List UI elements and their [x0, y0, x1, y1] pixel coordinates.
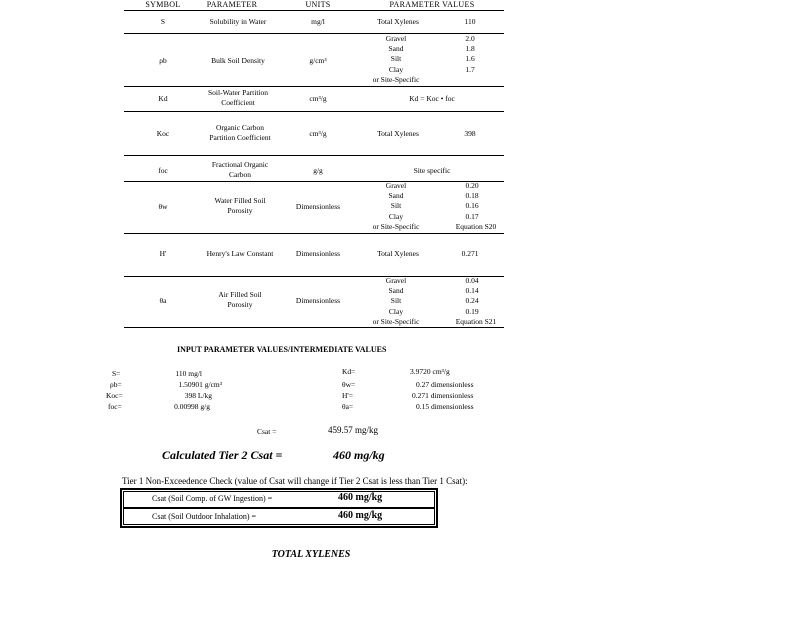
- check-text: Tier 1 Non-Exceedence Check (value of Csat will change if Tier 2 Csat is less than Tier 1 Csat):: [122, 476, 468, 486]
- units-kd: cm³/g: [309, 94, 327, 103]
- input-sym-theta-w: θw=: [342, 380, 356, 389]
- tha-sub-value: 0.19: [465, 307, 479, 316]
- row-rule: [124, 111, 504, 112]
- value-h: 0.271: [461, 249, 479, 258]
- rho-sub-label: Gravel: [385, 34, 407, 43]
- param-foc-2: Carbon: [228, 170, 252, 179]
- row-rule: [124, 276, 504, 277]
- input-section-title: INPUT PARAMETER VALUES/INTERMEDIATE VALUES: [177, 345, 387, 354]
- header-symbol: SYMBOL: [145, 0, 181, 9]
- input-val-theta-a: 0.15 dimensionless: [416, 402, 474, 411]
- header-rule: [124, 10, 504, 11]
- thw-sub-value: 0.18: [465, 191, 479, 200]
- rho-sub-label: Clay: [388, 65, 404, 74]
- units-koc: cm³/g: [309, 129, 327, 138]
- rho-sub-value: 1.6: [465, 54, 475, 63]
- rho-sub-value: 2.0: [465, 34, 475, 43]
- table-bottom-rule: [124, 327, 504, 328]
- thw-sub-label: Gravel: [385, 181, 407, 190]
- tha-sub-label: Gravel: [385, 276, 407, 285]
- param-koc-2: Partition Coefficient: [209, 133, 271, 142]
- param-kd-2: Coefficient: [221, 98, 255, 107]
- input-val-kd: 3.9720 cm³/g: [410, 367, 450, 376]
- csat-value: 459.57 mg/kg: [328, 425, 379, 435]
- param-foc-1: Fractional Organic: [211, 160, 269, 169]
- rho-sub-label: Silt: [390, 54, 402, 63]
- input-val-h: 0.271 dimensionless: [412, 391, 474, 400]
- footer-title: TOTAL XYLENES: [271, 549, 351, 560]
- thw-sub-value: 0.16: [465, 201, 479, 210]
- header-parameter: PARAMETER: [206, 0, 258, 9]
- check-row1-value: 460 mg/kg: [338, 492, 383, 503]
- input-val-rho: 1.50901 g/cm³: [178, 380, 222, 389]
- thw-sub-value: 0.17: [465, 212, 479, 221]
- check-row2-value: 460 mg/kg: [338, 510, 383, 521]
- rho-sub-label: or Site-Specific: [372, 75, 420, 84]
- value-kd: Kd = Koc • foc: [409, 94, 455, 103]
- row-rule: [124, 233, 504, 234]
- tha-sub-label: Sand: [388, 286, 404, 295]
- thw-sub-label: Clay: [388, 212, 404, 221]
- row-rule: [124, 181, 504, 182]
- rho-sub-value: 1.7: [465, 65, 475, 74]
- thw-sub-label: or Site-Specific: [372, 222, 420, 231]
- input-val-koc: 398 L/kg: [184, 391, 212, 400]
- symbol-s: S: [160, 17, 166, 26]
- param-theta-a-1: Air Filled Soil: [218, 290, 262, 299]
- symbol-theta-w: θw: [158, 202, 168, 211]
- thw-sub-label: Sand: [388, 191, 404, 200]
- row-rule: [124, 155, 504, 156]
- check-row1-label: Csat (Soil Comp. of GW Ingestion) =: [152, 494, 273, 503]
- param-koc-1: Organic Carbon: [216, 123, 264, 132]
- thw-sub-value: Equation S20: [455, 222, 497, 231]
- input-val-foc: 0.00998 g/g: [174, 402, 210, 411]
- row-rule: [124, 33, 504, 34]
- input-val-s: 110 mg/l: [175, 369, 202, 378]
- param-rho: Bulk Soil Density: [211, 56, 265, 65]
- tha-sub-value: 0.24: [465, 296, 479, 305]
- label-h: Total Xylenes: [377, 249, 419, 258]
- value-s: 110: [464, 17, 476, 26]
- tha-sub-value: 0.14: [465, 286, 479, 295]
- input-sym-s: S=: [112, 369, 121, 378]
- thw-sub-value: 0.20: [465, 181, 479, 190]
- label-s: Total Xylenes: [377, 17, 419, 26]
- input-sym-foc: foc=: [108, 402, 122, 411]
- tha-sub-label: Silt: [390, 296, 402, 305]
- calculated-label: Calculated Tier 2 Csat =: [162, 448, 283, 462]
- value-koc: 398: [464, 129, 476, 138]
- tha-sub-value: 0.04: [465, 276, 479, 285]
- label-koc: Total Xylenes: [377, 129, 419, 138]
- param-s: Solubility in Water: [209, 17, 267, 26]
- thw-sub-label: Silt: [390, 201, 402, 210]
- symbol-theta-a: θa: [159, 296, 167, 305]
- input-sym-kd: Kd=: [342, 367, 356, 376]
- symbol-foc: foc: [158, 166, 168, 175]
- param-theta-w-2: Porosity: [227, 206, 253, 215]
- units-rho: g/cm³: [309, 56, 327, 65]
- units-theta-a: Dimensionless: [295, 296, 341, 305]
- tha-sub-value: Equation S21: [455, 317, 497, 326]
- units-h: Dimensionless: [295, 249, 341, 258]
- rho-sub-value: 1.8: [465, 44, 475, 53]
- input-sym-theta-a: θa=: [342, 402, 354, 411]
- param-kd-1: Soil-Water Partition: [207, 88, 269, 97]
- param-theta-w-1: Water Filled Soil: [214, 196, 266, 205]
- units-s: mg/l: [311, 17, 325, 26]
- calculated-value: 460 mg/kg: [333, 448, 385, 462]
- tha-sub-label: Clay: [388, 307, 404, 316]
- units-theta-w: Dimensionless: [295, 202, 341, 211]
- check-row2-label: Csat (Soil Outdoor Inhalation) =: [152, 512, 257, 521]
- symbol-h: H': [159, 249, 167, 258]
- row-rule: [124, 86, 504, 87]
- input-val-theta-w: 0.27 dimensionless: [416, 380, 474, 389]
- rho-sub-label: Sand: [388, 44, 404, 53]
- symbol-rho: ρb: [159, 56, 167, 65]
- units-foc: g/g: [313, 166, 323, 175]
- input-sym-rho: ρb=: [110, 380, 122, 389]
- header-units: UNITS: [305, 0, 331, 9]
- input-sym-koc: Koc=: [106, 391, 123, 400]
- param-h: Henry's Law Constant: [206, 249, 274, 258]
- input-sym-h: H'=: [342, 391, 353, 400]
- value-foc: Site specific: [413, 166, 451, 175]
- tha-sub-label: or Site-Specific: [372, 317, 420, 326]
- symbol-koc: Koc: [156, 129, 170, 138]
- param-theta-a-2: Porosity: [227, 300, 253, 309]
- csat-label: Csat =: [257, 427, 277, 436]
- header-parameter-values: PARAMETER VALUES: [389, 0, 475, 9]
- symbol-kd: Kd: [158, 94, 168, 103]
